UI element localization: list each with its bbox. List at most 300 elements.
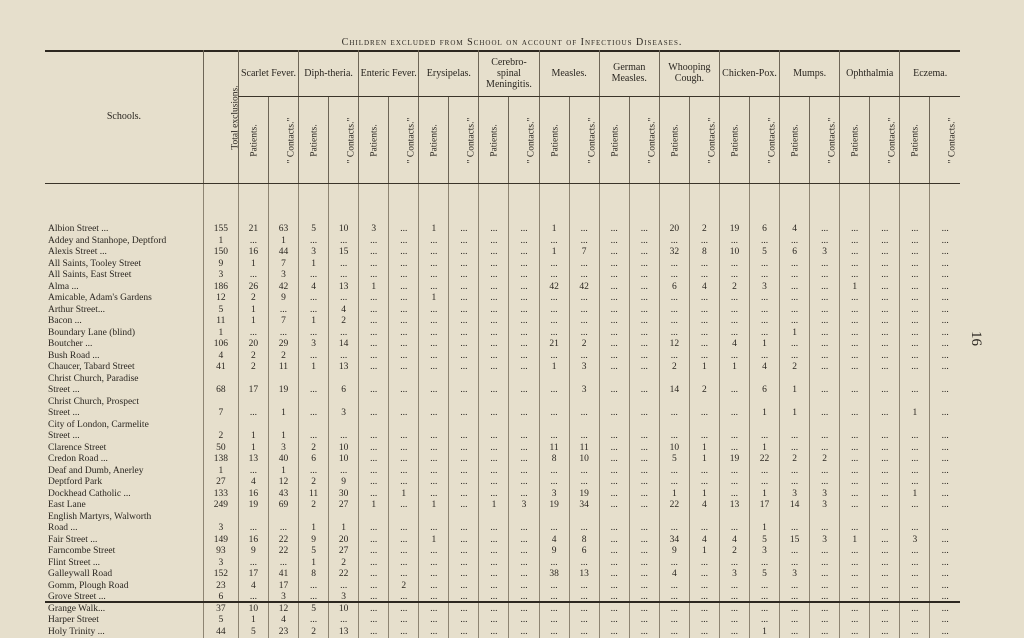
count-cell: ... xyxy=(449,454,479,466)
count-cell: ... xyxy=(930,535,960,547)
count-cell: 3 xyxy=(810,535,840,547)
count-cell: 1 xyxy=(268,236,298,248)
count-cell: 13 xyxy=(719,500,749,512)
count-cell: ... xyxy=(930,385,960,397)
count-cell: ... xyxy=(870,466,900,478)
total-cell xyxy=(203,374,238,386)
count-cell: ... xyxy=(629,627,659,638)
count-cell: ... xyxy=(659,604,689,616)
count-cell xyxy=(268,374,298,386)
count-cell: ... xyxy=(719,385,749,397)
count-cell: 2 xyxy=(238,362,268,374)
table-row xyxy=(45,569,960,581)
count-cell: 1 xyxy=(419,293,449,305)
school-name: Amicable, Adam's Gardens xyxy=(45,293,203,305)
table-row xyxy=(45,339,960,351)
count-cell: ... xyxy=(599,489,629,501)
count-cell: ... xyxy=(719,581,749,593)
count-cell: 21 xyxy=(238,184,268,236)
count-cell: ... xyxy=(449,328,479,340)
count-cell xyxy=(930,397,960,409)
count-cell: ... xyxy=(389,466,419,478)
count-cell: ... xyxy=(479,270,509,282)
table-row xyxy=(45,247,960,259)
school-name: Flint Street ... xyxy=(45,558,203,570)
count-cell: ... xyxy=(539,351,569,363)
count-cell: ... xyxy=(659,351,689,363)
count-cell: ... xyxy=(299,431,329,443)
count-cell: 1 xyxy=(238,443,268,455)
count-cell: 14 xyxy=(780,500,810,512)
count-cell: ... xyxy=(780,604,810,616)
count-cell: 2 xyxy=(268,351,298,363)
count-cell: ... xyxy=(599,293,629,305)
count-cell xyxy=(719,374,749,386)
count-cell xyxy=(659,420,689,432)
count-cell: ... xyxy=(810,305,840,317)
count-cell: 1 xyxy=(719,362,749,374)
count-cell: ... xyxy=(840,443,870,455)
count-cell: ... xyxy=(359,489,389,501)
table-row xyxy=(45,293,960,305)
count-cell: ... xyxy=(389,247,419,259)
count-cell: ... xyxy=(479,477,509,489)
count-cell: ... xyxy=(539,615,569,627)
count-cell: ... xyxy=(479,305,509,317)
count-cell: ... xyxy=(359,431,389,443)
count-cell: ... xyxy=(810,362,840,374)
table-row xyxy=(45,454,960,466)
count-cell: ... xyxy=(780,546,810,558)
count-cell: 20 xyxy=(238,339,268,351)
count-cell: ... xyxy=(930,523,960,535)
count-cell: ... xyxy=(870,247,900,259)
count-cell xyxy=(238,512,268,524)
count-cell: ... xyxy=(389,535,419,547)
count-cell: 1 xyxy=(689,546,719,558)
count-cell xyxy=(268,420,298,432)
count-cell: ... xyxy=(659,558,689,570)
count-cell xyxy=(689,420,719,432)
count-cell: ... xyxy=(509,535,539,547)
count-cell: ... xyxy=(449,385,479,397)
count-cell: ... xyxy=(810,627,840,638)
count-cell: ... xyxy=(930,339,960,351)
patients-subheader: Patients. xyxy=(479,97,509,184)
count-cell: ... xyxy=(449,523,479,535)
count-cell: ... xyxy=(840,500,870,512)
count-cell: ... xyxy=(810,431,840,443)
count-cell: ... xyxy=(629,351,659,363)
count-cell: ... xyxy=(569,592,599,604)
school-name: Christ Church, Prospect xyxy=(45,397,203,409)
count-cell: 2 xyxy=(780,454,810,466)
count-cell xyxy=(810,397,840,409)
total-cell: 149 xyxy=(203,535,238,547)
count-cell: ... xyxy=(599,627,629,638)
count-cell: 38 xyxy=(539,569,569,581)
count-cell: ... xyxy=(689,466,719,478)
count-cell: ... xyxy=(599,615,629,627)
count-cell: ... xyxy=(449,339,479,351)
total-cell: 133 xyxy=(203,489,238,501)
table-row xyxy=(45,397,960,409)
count-cell: 22 xyxy=(750,454,780,466)
count-cell: ... xyxy=(750,236,780,248)
count-cell: 3 xyxy=(509,500,539,512)
count-cell: ... xyxy=(840,569,870,581)
count-cell: 1 xyxy=(780,328,810,340)
count-cell: ... xyxy=(509,259,539,271)
count-cell: ... xyxy=(389,282,419,294)
count-cell: ... xyxy=(599,236,629,248)
count-cell: ... xyxy=(780,592,810,604)
count-cell: ... xyxy=(479,454,509,466)
contacts-subheader: " Contacts." xyxy=(810,97,840,184)
school-name: Boundary Lane (blind) xyxy=(45,328,203,340)
count-cell: ... xyxy=(900,362,930,374)
count-cell: ... xyxy=(719,408,749,420)
count-cell: 8 xyxy=(689,247,719,259)
count-cell: ... xyxy=(659,316,689,328)
count-cell: 6 xyxy=(299,454,329,466)
count-cell: 19 xyxy=(569,489,599,501)
count-cell: ... xyxy=(359,316,389,328)
count-cell xyxy=(419,374,449,386)
count-cell xyxy=(329,512,359,524)
patients-subheader: Patients. xyxy=(840,97,870,184)
count-cell: ... xyxy=(509,466,539,478)
count-cell: ... xyxy=(599,569,629,581)
count-cell: ... xyxy=(479,339,509,351)
count-cell: ... xyxy=(329,431,359,443)
count-cell: ... xyxy=(389,270,419,282)
count-cell: 1 xyxy=(539,184,569,236)
school-name: Albion Street ... xyxy=(45,184,203,236)
count-cell: ... xyxy=(900,328,930,340)
count-cell: ... xyxy=(509,184,539,236)
total-cell: 106 xyxy=(203,339,238,351)
count-cell: 2 xyxy=(299,477,329,489)
count-cell: ... xyxy=(870,443,900,455)
count-cell: ... xyxy=(359,546,389,558)
count-cell: 19 xyxy=(719,184,749,236)
count-cell: ... xyxy=(870,615,900,627)
count-cell: ... xyxy=(449,443,479,455)
school-name: Street ... xyxy=(45,431,203,443)
count-cell xyxy=(900,512,930,524)
count-cell xyxy=(569,420,599,432)
count-cell: 12 xyxy=(268,477,298,489)
school-name: English Martyrs, Walworth xyxy=(45,512,203,524)
count-cell: ... xyxy=(930,466,960,478)
count-cell: ... xyxy=(930,454,960,466)
count-cell: ... xyxy=(930,408,960,420)
count-cell: ... xyxy=(629,305,659,317)
count-cell: ... xyxy=(569,627,599,638)
count-cell xyxy=(870,397,900,409)
total-cell: 68 xyxy=(203,385,238,397)
table-row xyxy=(45,305,960,317)
count-cell: ... xyxy=(870,592,900,604)
count-cell: ... xyxy=(599,443,629,455)
total-cell: 5 xyxy=(203,305,238,317)
count-cell: ... xyxy=(359,305,389,317)
count-cell: ... xyxy=(299,592,329,604)
group-header: Mumps. xyxy=(780,50,840,97)
count-cell: ... xyxy=(840,236,870,248)
count-cell: ... xyxy=(870,569,900,581)
count-cell: 8 xyxy=(539,454,569,466)
count-cell xyxy=(659,397,689,409)
school-name: Grove Street ... xyxy=(45,592,203,604)
count-cell: ... xyxy=(900,305,930,317)
count-cell: ... xyxy=(299,351,329,363)
count-cell xyxy=(599,397,629,409)
count-cell xyxy=(509,397,539,409)
count-cell: ... xyxy=(840,385,870,397)
count-cell: 10 xyxy=(329,604,359,616)
count-cell: ... xyxy=(780,558,810,570)
count-cell: ... xyxy=(599,477,629,489)
count-cell: ... xyxy=(659,592,689,604)
count-cell: ... xyxy=(719,236,749,248)
patients-subheader: Patients. xyxy=(599,97,629,184)
count-cell: 1 xyxy=(840,282,870,294)
count-cell: ... xyxy=(900,604,930,616)
total-cell: 1 xyxy=(203,328,238,340)
count-cell: ... xyxy=(359,236,389,248)
count-cell: 9 xyxy=(329,477,359,489)
count-cell: ... xyxy=(810,569,840,581)
count-cell: ... xyxy=(659,431,689,443)
count-cell: ... xyxy=(840,477,870,489)
count-cell: ... xyxy=(780,477,810,489)
count-cell: ... xyxy=(840,270,870,282)
count-cell: ... xyxy=(629,385,659,397)
count-cell: ... xyxy=(599,408,629,420)
count-cell: ... xyxy=(629,523,659,535)
count-cell: ... xyxy=(599,431,629,443)
count-cell: ... xyxy=(870,339,900,351)
count-cell: 5 xyxy=(659,454,689,466)
count-cell: ... xyxy=(659,523,689,535)
count-cell: ... xyxy=(930,592,960,604)
count-cell xyxy=(599,374,629,386)
count-cell: 10 xyxy=(719,247,749,259)
group-header: Ophthalmia xyxy=(840,50,900,97)
count-cell: ... xyxy=(840,627,870,638)
count-cell: ... xyxy=(389,443,419,455)
count-cell xyxy=(719,397,749,409)
count-cell: ... xyxy=(930,316,960,328)
count-cell: ... xyxy=(569,305,599,317)
school-name: Credon Road ... xyxy=(45,454,203,466)
count-cell: ... xyxy=(449,500,479,512)
count-cell: ... xyxy=(689,523,719,535)
count-cell: ... xyxy=(840,184,870,236)
count-cell xyxy=(299,512,329,524)
count-cell: ... xyxy=(509,270,539,282)
total-cell: 12 xyxy=(203,293,238,305)
count-cell: 3 xyxy=(900,535,930,547)
count-cell: ... xyxy=(419,247,449,259)
count-cell: ... xyxy=(389,328,419,340)
count-cell xyxy=(299,397,329,409)
count-cell: ... xyxy=(389,408,419,420)
count-cell: 4 xyxy=(238,581,268,593)
total-cell: 155 xyxy=(203,184,238,236)
count-cell: ... xyxy=(629,558,659,570)
table-row xyxy=(45,500,960,512)
count-cell: 21 xyxy=(539,339,569,351)
school-name: Galleywall Road xyxy=(45,569,203,581)
count-cell: ... xyxy=(359,351,389,363)
count-cell: 1 xyxy=(750,408,780,420)
count-cell: ... xyxy=(449,259,479,271)
count-cell: ... xyxy=(299,305,329,317)
count-cell: 1 xyxy=(268,408,298,420)
count-cell xyxy=(419,397,449,409)
count-cell: ... xyxy=(419,328,449,340)
count-cell: ... xyxy=(329,615,359,627)
count-cell: ... xyxy=(810,339,840,351)
count-cell: ... xyxy=(689,581,719,593)
count-cell: ... xyxy=(810,184,840,236)
count-cell: ... xyxy=(419,627,449,638)
count-cell xyxy=(329,374,359,386)
count-cell: ... xyxy=(750,305,780,317)
count-cell: 9 xyxy=(659,546,689,558)
count-cell: ... xyxy=(900,443,930,455)
count-cell: ... xyxy=(719,604,749,616)
count-cell: ... xyxy=(599,351,629,363)
count-cell: ... xyxy=(689,305,719,317)
count-cell: 17 xyxy=(238,385,268,397)
count-cell: ... xyxy=(449,247,479,259)
count-cell: 4 xyxy=(299,282,329,294)
count-cell: ... xyxy=(389,500,419,512)
count-cell: 3 xyxy=(810,500,840,512)
count-cell: ... xyxy=(719,270,749,282)
count-cell: ... xyxy=(599,454,629,466)
count-cell: 17 xyxy=(750,500,780,512)
count-cell xyxy=(750,397,780,409)
group-header: Chicken-Pox. xyxy=(719,50,779,97)
count-cell: ... xyxy=(870,627,900,638)
count-cell: ... xyxy=(479,408,509,420)
count-cell: 44 xyxy=(268,247,298,259)
count-cell: ... xyxy=(840,316,870,328)
count-cell: ... xyxy=(900,293,930,305)
table-row xyxy=(45,477,960,489)
count-cell: ... xyxy=(750,558,780,570)
count-cell: ... xyxy=(389,615,419,627)
count-cell: 10 xyxy=(238,604,268,616)
count-cell: ... xyxy=(389,293,419,305)
count-cell: ... xyxy=(539,592,569,604)
count-cell: ... xyxy=(329,351,359,363)
count-cell: 17 xyxy=(268,581,298,593)
count-cell: ... xyxy=(719,592,749,604)
count-cell: 16 xyxy=(238,489,268,501)
total-exclusions-header: Total exclusions. xyxy=(203,50,238,184)
count-cell: ... xyxy=(810,443,840,455)
count-cell: ... xyxy=(569,477,599,489)
school-name: Bush Road ... xyxy=(45,351,203,363)
count-cell xyxy=(238,420,268,432)
count-cell: ... xyxy=(449,535,479,547)
count-cell: ... xyxy=(359,270,389,282)
count-cell: 1 xyxy=(689,489,719,501)
count-cell: 69 xyxy=(268,500,298,512)
count-cell: ... xyxy=(780,282,810,294)
count-cell: ... xyxy=(569,604,599,616)
count-cell: ... xyxy=(930,351,960,363)
total-cell: 3 xyxy=(203,523,238,535)
contacts-subheader: " Contacts." xyxy=(268,97,298,184)
school-name: Arthur Street... xyxy=(45,305,203,317)
count-cell: ... xyxy=(840,362,870,374)
count-cell: ... xyxy=(359,604,389,616)
count-cell: 4 xyxy=(780,184,810,236)
count-cell: ... xyxy=(539,627,569,638)
count-cell: ... xyxy=(479,184,509,236)
total-cell xyxy=(203,397,238,409)
count-cell: 3 xyxy=(329,408,359,420)
count-cell: ... xyxy=(840,305,870,317)
count-cell: 7 xyxy=(569,247,599,259)
count-cell: ... xyxy=(599,362,629,374)
count-cell: ... xyxy=(840,489,870,501)
count-cell: ... xyxy=(449,615,479,627)
count-cell: 5 xyxy=(299,546,329,558)
count-cell: ... xyxy=(449,569,479,581)
count-cell: ... xyxy=(268,523,298,535)
count-cell: ... xyxy=(900,316,930,328)
count-cell: ... xyxy=(780,466,810,478)
count-cell: ... xyxy=(810,270,840,282)
count-cell: ... xyxy=(509,316,539,328)
count-cell: 12 xyxy=(659,339,689,351)
count-cell xyxy=(930,420,960,432)
count-cell xyxy=(780,397,810,409)
count-cell: ... xyxy=(810,351,840,363)
count-cell: ... xyxy=(810,558,840,570)
school-name: Street ... xyxy=(45,385,203,397)
count-cell: 20 xyxy=(329,535,359,547)
count-cell: 19 xyxy=(268,385,298,397)
count-cell: ... xyxy=(419,385,449,397)
count-cell xyxy=(719,420,749,432)
count-cell: ... xyxy=(569,523,599,535)
count-cell: ... xyxy=(870,351,900,363)
count-cell xyxy=(509,512,539,524)
total-cell: 1 xyxy=(203,466,238,478)
count-cell: ... xyxy=(238,523,268,535)
count-cell: ... xyxy=(419,581,449,593)
count-cell: 6 xyxy=(780,247,810,259)
count-cell xyxy=(299,374,329,386)
count-cell: ... xyxy=(599,592,629,604)
count-cell: 7 xyxy=(268,316,298,328)
count-cell: ... xyxy=(840,339,870,351)
count-cell: ... xyxy=(479,431,509,443)
count-cell: 11 xyxy=(268,362,298,374)
count-cell: 1 xyxy=(689,362,719,374)
count-cell: ... xyxy=(479,523,509,535)
count-cell: ... xyxy=(900,259,930,271)
